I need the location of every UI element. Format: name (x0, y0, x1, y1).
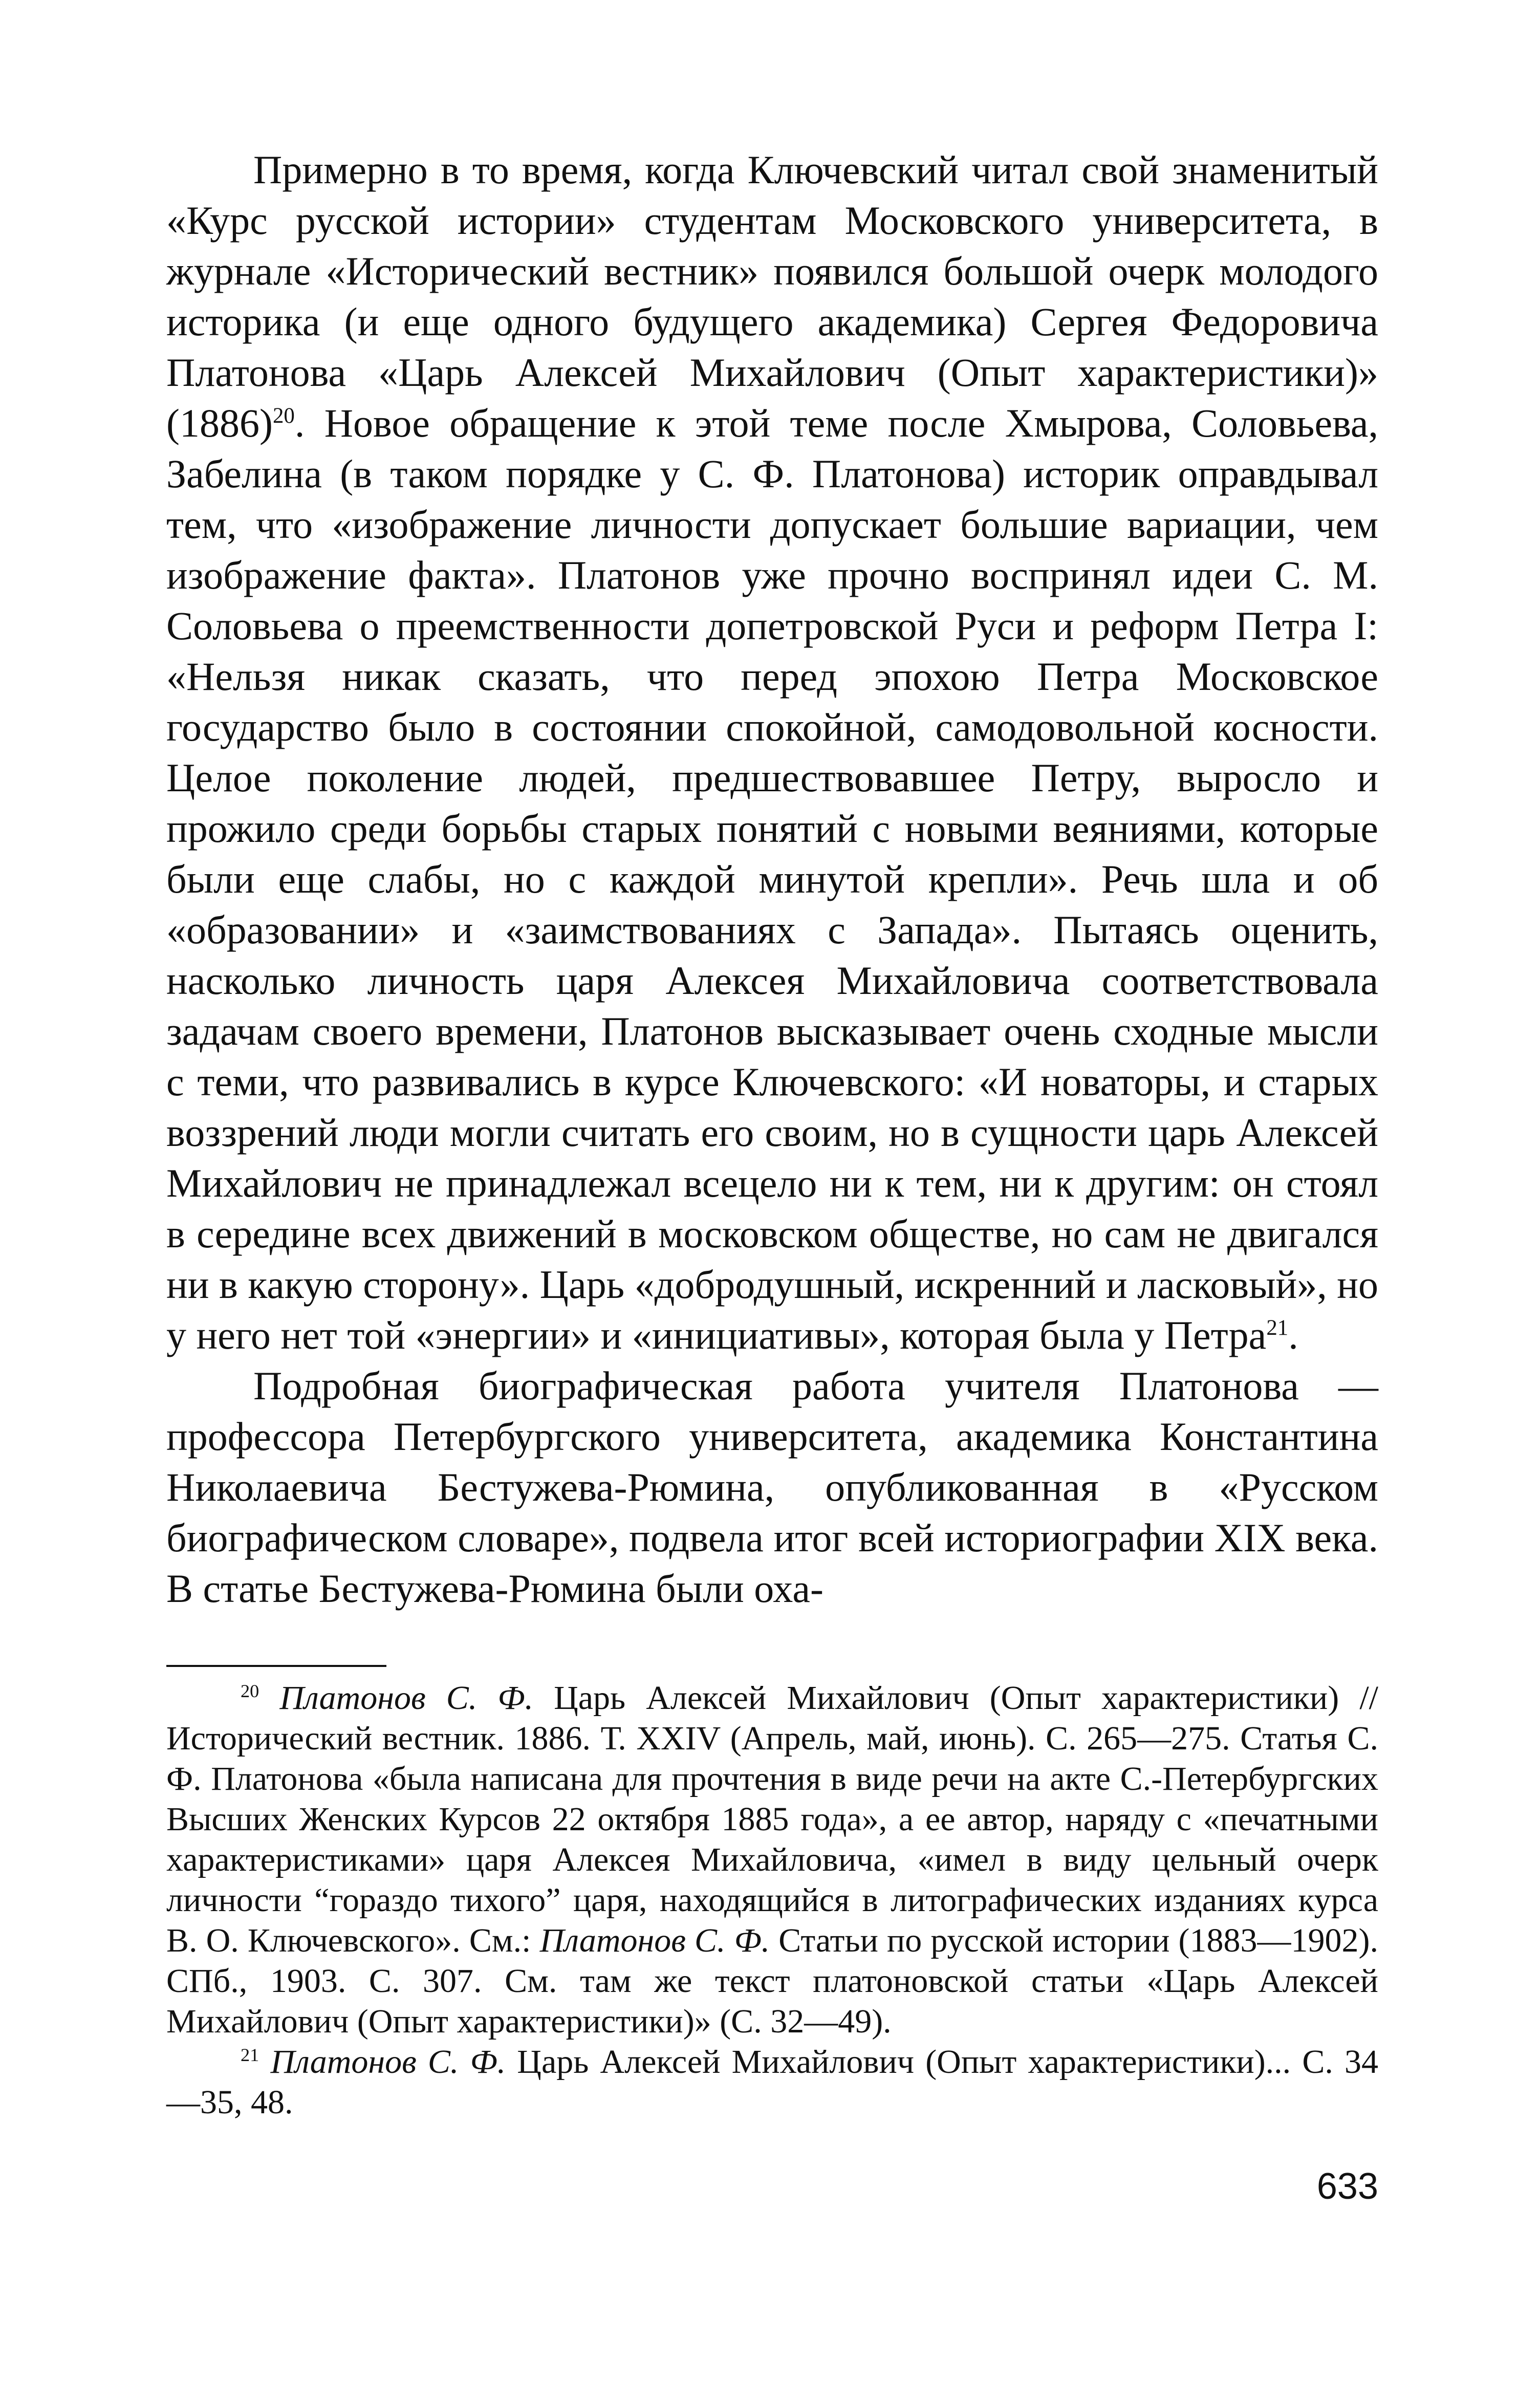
main-text (166, 144, 1378, 1614)
footnote-author: Платонов С. Ф. (539, 1922, 770, 1959)
paragraph-1-text-b: . Новое обращение к этой теме после Хмырова, Соловьева, Забелина (в таком порядке у С. Ф. Платонова) историк оправдывал тем, что «изображение личности допускает большие вариации, чем изображение факта». Платонов уже прочно воспринял идеи С. М. Соловьева о преемственности допетровской Руси и реформ Петра I: «Нельзя никак сказать, что перед эпохою Петра Московское государство было в состоянии спокойной, самодовольной косности. Целое поколение людей, предшествовавшее Петру, выросло и прожило среди борьбы старых понятий с новыми веяниями, которые были еще слабы, но с каждой минутой крепли». Речь шла и об «образовании» и «заимствованиях с Запада». Пытаясь оценить, насколько личность царя Алексея Михайловича соответствовала задачам своего времени, Платонов высказывает очень сходные мысли с теми, что развивались в курсе Ключевского: «И новаторы, и старых воззрений люди могли считать его своим, но в сущности царь Алексей Михайлович не принадлежал всецело ни к тем, ни к другим: он стоял в середине всех движений в московском обществе, но сам не двигался ни в какую сторону». Царь «добродушный, искренний и ласковый», но у него нет той «энергии» и «инициативы», которая была у Петра (166, 401, 1378, 1357)
paragraph-1-text-c: . (1288, 1313, 1298, 1357)
footnote-ref-20: 20 (272, 404, 295, 428)
footnote-text: Царь Алексей Михайлович (Опыт характеристики) // Исторический вестник. 1886. Т. XXIV (Апрель, май, июнь). С. 265—275. Статья С. Ф. Платонова «была написана для прочтения в виде речи на акте С.-Петербургских Высших Женских Курсов 22 октября 1885 года», а ее автор, наряду с «печатными характеристиками» царя Алексея Михайловича, «имел в виду цельный очерк личности “гораздо тихого” царя, находящийся в литографических изданиях курса В. О. Ключевского». См.: (166, 1679, 1378, 1959)
footnote-number: 20 (241, 1681, 259, 1701)
paragraph-1-text-a: Примерно в то время, когда Ключевский читал свой знаменитый «Курс русской истории» студентам Московского университета, в журнале «Исторический вестник» появился большой очерк молодого историка (и еще одного будущего академика) Сергея Федоровича Платонова «Царь Алексей Михайлович (Опыт характеристики)» (1886) (166, 147, 1378, 445)
footnote-text: Статьи по русской истории (1883—1902). СПб., 1903. С. 307. См. там же текст платоновской статьи «Царь Алексей Михайлович (Опыт характеристики)» (С. 32—49). (166, 1922, 1378, 2040)
paragraph-1 (166, 144, 1378, 1360)
footnote-author: Платонов С. Ф. (279, 1679, 533, 1717)
paragraph-2: Подробная биографическая работа учителя Платонова — профессора Петербургского университета, академика Константина Николаевича Бестужева-Рюмина, опубликованная в «Русском биографическом словаре», подвела итог всей историографии XIX века. В статье Бестужева-Рюмина были оха- (166, 1363, 1378, 1611)
footnotes (166, 1678, 1378, 2122)
footnote-separator (166, 1665, 386, 1667)
footnote-21 (166, 2042, 1378, 2122)
footnote-number: 21 (241, 2045, 259, 2065)
page-number: 633 (1316, 2166, 1378, 2207)
footnote-author: Платонов С. Ф. (270, 2043, 506, 2081)
footnote-text: Царь Алексей Михайлович (Опыт характеристики)... С. 34—35, 48. (166, 2043, 1379, 2121)
footnote-20 (166, 1678, 1378, 2042)
footnote-ref-21: 21 (1266, 1316, 1289, 1340)
